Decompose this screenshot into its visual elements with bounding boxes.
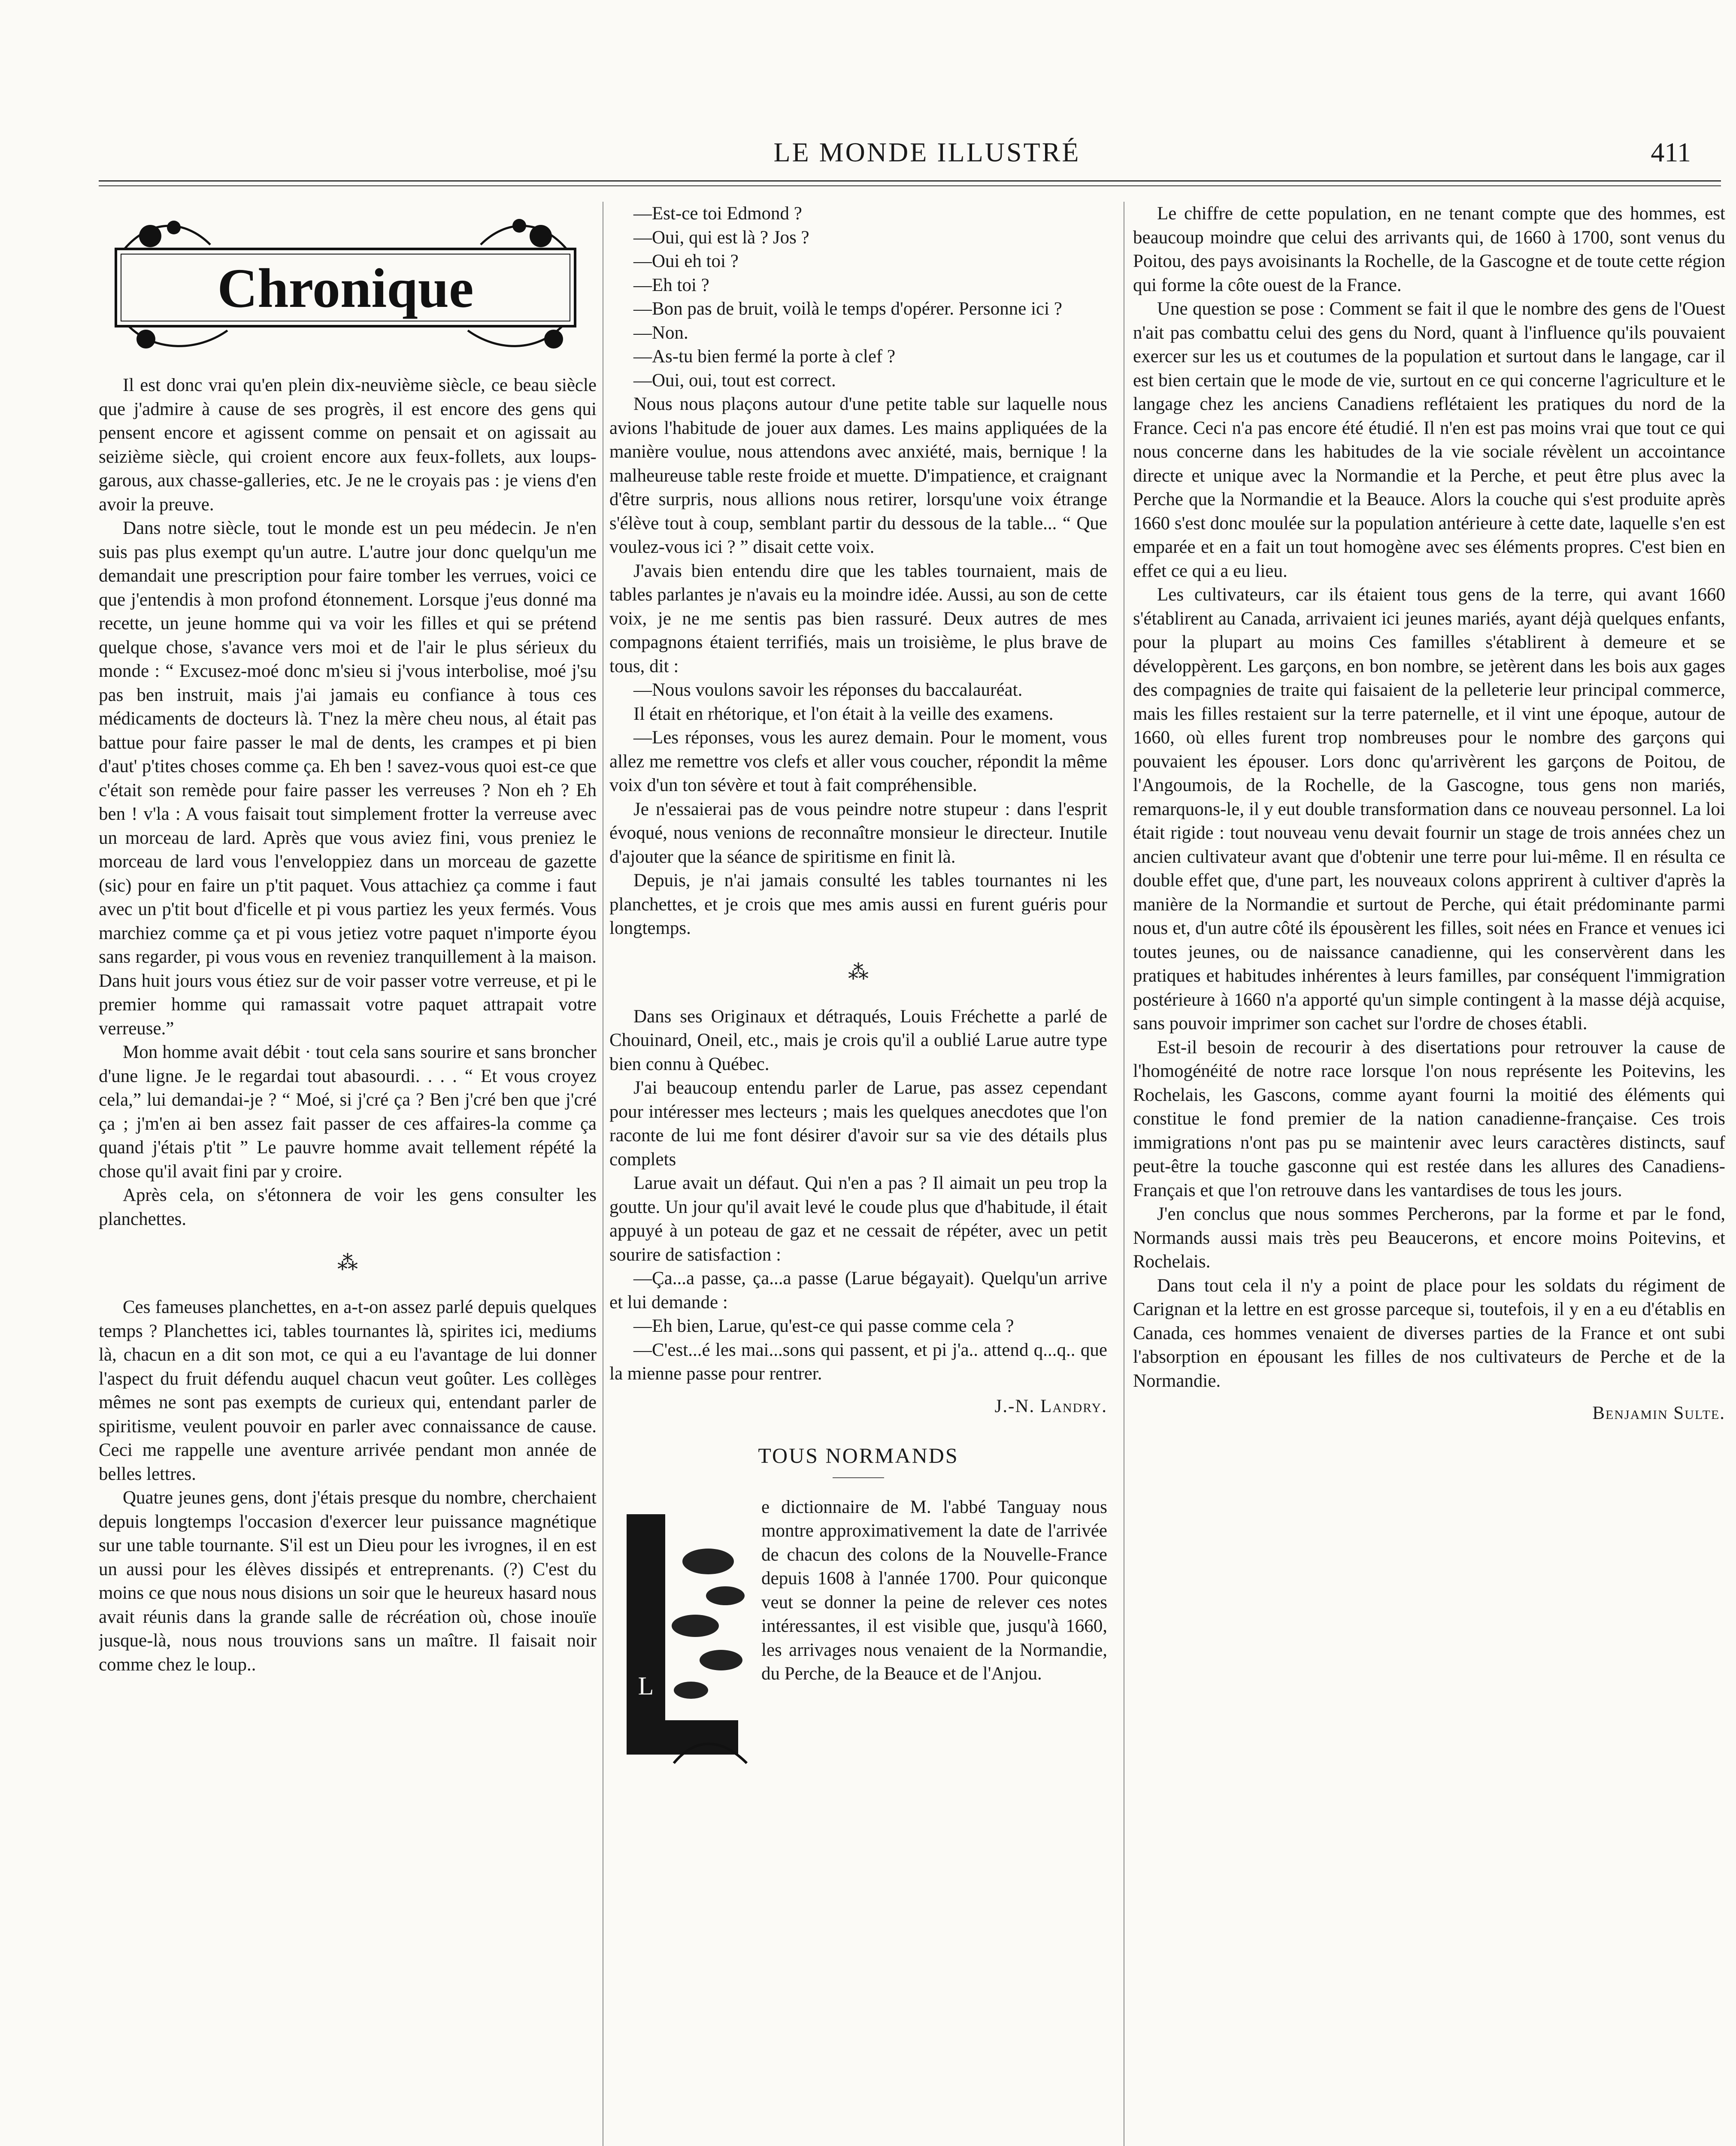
- paragraph: Il était en rhétorique, et l'on était à la veille des examens.: [633, 703, 1054, 724]
- paragraph: Dans ses Originaux et détraqués, Louis Fréchette a parlé de Chouinard, Oneil, etc., mais je crois qu'il a oublié Larue autre type bien connu à Québec.: [609, 1006, 1107, 1074]
- header-rule-thin: [99, 185, 1721, 186]
- column-right: [1133, 202, 1725, 2146]
- dialog-line: —Est-ce toi Edmond ?: [633, 203, 802, 224]
- paragraph: e dictionnaire de M. l'abbé Tanguay nous montre approximativement la date de l'arrivée de chacun des colons de la Nouvelle-France depuis 1608 à l'année 1700. Pour quiconque veut se donner la peine de relever ces notes intéressantes, il est visible que, jusqu'à 1660, les arrivages nous venaient de la Normandie, du Perche, de la Beauce et de l'Anjou.: [761, 1497, 1107, 1684]
- dialog-line: —Oui eh toi ?: [633, 251, 739, 271]
- paragraph: Depuis, je n'ai jamais consulté les tables tournantes ni les planchettes, et je crois que mes amis aussi en furent guéris pour longtemps.: [609, 870, 1107, 938]
- section-title-tous-normands: TOUS NORMANDS: [758, 1443, 959, 1467]
- paragraph: Nous nous plaçons autour d'une petite table sur laquelle nous avions l'habitude de jouer aux dames. Les mains appliquées de la manière voulue, nous attendons avec anxiété, mais, bernique ! la malheureuse table reste froide et muette. D'impatience, et craignant d'être surpris, nous allions nous retirer, lorsqu'une voix étrange s'élève tout à coup, semblant partir du dessous de la table... “ Que voulez-vous ici ? ” disait cette voix.: [609, 394, 1107, 557]
- paragraph: J'en conclus que nous sommes Percherons, par la forme et par le fond, Normands aussi mais très peu Beaucerons, et encore moins Poitevins, et Rochelais.: [1133, 1204, 1725, 1272]
- paragraph: —Ça...a passe, ça...a passe (Larue bégayait). Quelqu'un arrive et lui demande :: [609, 1268, 1107, 1312]
- dialog-line: —Oui, oui, tout est correct.: [633, 370, 836, 391]
- paragraph: Il est donc vrai qu'en plein dix-neuvième siècle, ce beau siècle que j'admire à cause de ses progrès, il est encore des gens qui pensent encore et agissent comme on pensait et on agissait au seizième siècle, qui croient encore aux feux-follets, aux loups-garous, aux chasse-galleries, etc. Je ne le croyais pas : je viens d'en avoir la preuve.: [99, 375, 597, 515]
- paragraph: —Eh bien, Larue, qu'est-ce qui passe comme cela ?: [633, 1316, 1014, 1336]
- signature-landry: J.-N. Landry.: [994, 1396, 1107, 1416]
- dialog-line: —Oui, qui est là ? Jos ?: [633, 227, 809, 248]
- paragraph: Dans notre siècle, tout le monde est un peu médecin. Je n'en suis pas plus exempt qu'un autre. L'autre jour donc quelqu'un me demandait une prescription pour faire tomber les verrues, voici ce que j'entendis à mon profond étonnement. Lorsque j'eus donné ma recette, un jeune homme qui va voir les filles et qui se prétend quelque chose, s'avance vers moi et de l'air le plus sérieux du monde : “ Excusez-moé donc m'sieu si j'vous interbolise, moé j'su pas ben instruit, mais j'ai jamais eu confiance à tous ces médicaments de docteurs là. T'nez la mère cheu nous, al était pas battue pour faire passer le mal de dents, les crampes et pi bien d'aut' p'tites choses comme ça. Eh ben ! savez-vous quoi est-ce que c'était son remède pour faire passer les verreuses ? Non eh ? Eh ben ! v'la : A vous faisait tout simplement frotter la verreuse avec un morceau de lard. Après que vous aviez fini, vous preniez le morceau de lard vous l'enveloppiez dans un morceau de gazette (sic) pour en faire un p'tit paquet. Vous attachiez ça comme i faut avec un p'tit bout d'ficelle et pi vous partiez les yeux fermés. Vous marchiez comme ça et pi vous jetiez votre paquet n'importe éyou sans regarder, pi vous vous en reveniez tranquillement à la maison. Dans huit jours vous étiez sur de voir passer votre verreuse, et pi le premier homme qui ramassait votre paquet attrapait votre verreuse.”: [99, 518, 597, 1039]
- title-rule: [833, 1477, 884, 1478]
- dropcap-illustration: [609, 1497, 751, 1772]
- paragraph: J'ai beaucoup entendu parler de Larue, pas assez cependant pour intéresser mes lecteurs ; mais les quelques anecdotes que l'on raconte de lui me font désirer d'avoir sur sa vie des détails plus complets: [609, 1078, 1107, 1170]
- paragraph: Est-il besoin de recourir à des disertations pour retrouver la cause de l'homogénéité de notre race lorsque l'on nous représente les Poitevins, les Rochelais, les Gascons, comme ayant fourni la moitié des éléments qui constitue le fond premier de la nation canadienne-française. Ces trois immigrations n'ont pas pu se maintenir avec leurs caractères distincts, sauf peut-être la touche gasconne qui est restée dans les allures des Canadiens-Français et que l'on retrouve dans les vantardises de tous les jours.: [1133, 1037, 1725, 1200]
- section-ornament: ⁂: [848, 961, 869, 984]
- dialog-line: —Eh toi ?: [633, 275, 709, 295]
- paragraph: Le chiffre de cette population, en ne tenant compte que des hommes, est beaucoup moindre que celui des arrivants qui, de 1660 à 1700, sont venus du Poitou, des pays avoisinants la Rochelle, de la Gascogne et de toute cette région qui forme la côte ouest de la France.: [1133, 203, 1725, 295]
- header-rule: [99, 180, 1721, 182]
- paragraph: Mon homme avait débit · tout cela sans sourire et sans broncher d'une ligne. Je le regardai tout abasourdi. . . . “ Et vous croyez cela,” lui demandai-je ? “ Moé, si j'cré ça ? Ben j'cré ben que j'cré ça ; j'm'en ai ben assez fait passer de ces affaires-la comme ça quand j'étais p'tit ” Le pauvre homme avait tellement répété la chose qu'il avait fini par y croire.: [99, 1042, 597, 1182]
- svg-text:L: L: [638, 1671, 654, 1700]
- svg-text:Chronique: Chronique: [217, 258, 474, 319]
- section-ornament: ⁂: [337, 1252, 358, 1274]
- paragraph: Après cela, on s'étonnera de voir les gens consulter les planchettes.: [99, 1185, 597, 1229]
- paragraph: —Les réponses, vous les aurez demain. Pour le moment, vous allez me remettre vos clefs et aller vous coucher, répondit la même voix d'un ton sévère et tout à fait compréhensible.: [609, 727, 1107, 795]
- paragraph: Dans tout cela il n'y a point de place pour les soldats du régiment de Carignan et la lettre en est grosse parceque si, toutefois, il y en a eu d'établis en Canada, ces hommes venaient de diverses parties de la France et ont subi l'absorption en épousant les filles de nos cultivateurs de Perche et de la Normandie.: [1133, 1275, 1725, 1391]
- dialog-line: —Bon pas de bruit, voilà le temps d'opérer. Personne ici ?: [633, 299, 1062, 319]
- paragraph: Je n'essaierai pas de vous peindre notre stupeur : dans l'esprit évoqué, nous venions de reconnaître monsieur le directeur. Inutile d'ajouter que la séance de spiritisme en finit là.: [609, 799, 1107, 867]
- paragraph: Les cultivateurs, car ils étaient tous gens de la terre, qui avant 1660 s'établirent au Canada, arrivaient ici jeunes mariés, ayant déjà quelques enfants, pour la plupart au moins Ces familles s'établirent à demeure et se développèrent. Les garçons, en bon nombre, se jetèrent dans les bois aux gages des compagnies de traite qui faisaient de la pelleterie leur principal commerce, mais les filles restaient sur la terre paternelle, et il vint une époque, autour de 1660, où elles furent trop nombreuses pour le nombre des garçons qui pouvaient les épouser. Lors donc qu'arrivèrent les garçons de Poitou, de l'Angoumois, de la Rochelle, de la Gascogne, tous gens non mariés, remarquons-le, il y eut double transformation dans ce nouveau personnel. La loi était rigide : tout nouveau venu devait fournir un stage de trois années chez un ancien cultivateur avant que d'obtenir une terre pour lui-même. Il en résulta ce double effet que, d'une part, les nouveaux colons apprirent à cultiver d'après la manière de la Normandie et surtout de Perche, qui était prédominante parmi nous et, d'un autre côté ils épousèrent les filles, soit nées en France et venues ici toutes jeunes, ou de naissance canadienne, qui les conservèrent dans les pratiques et habitudes inhérentes à leurs familles, par conséquent l'immigration postérieure à 1660 n'a apporté qu'un simple contingent à la masse déjà acquise, sans pouvoir imprimer son cachet sur l'ordre de choses établi.: [1133, 585, 1725, 1034]
- paragraph: J'avais bien entendu dire que les tables tournaient, mais de tables parlantes je n'avais eu la moindre idée. Aussi, au son de cette voix, je ne me sentis pas bien rassuré. Deux autres de mes compagnons étaient terrifiés, mais un troisième, le plus brave de tous, dit :: [609, 561, 1107, 676]
- paragraph: Une question se pose : Comment se fait il que le nombre des gens de l'Ouest n'ait pas combattu celui des gens du Nord, quant à l'influence qu'ils pouvaient exercer sur les us et coutumes de la population et surtout dans le langage, car il est bien certain que le mode de vie, surtout en ce qui concerne l'agriculture et le langage chez les anciens Canadiens reflétaient les pratiques du nord de la France. Ceci n'a pas encore été étudié. Il n'en est pas moins vrai que tout ce qui nous concerne dans les habitudes de la vie sociale révèlent un accointance directe et unique avec la Normandie et la Perche, et peut être plus avec la Perche que la Normandie et la Beauce. Alors la couche qui s'est produite après 1660 s'est donc moulée sur la population antérieure à cette date, laquelle s'en est emparée et en a fait un tout homogène avec ses éléments propres. C'est bien en effet ce qui a eu lieu.: [1133, 299, 1725, 581]
- column-middle: [609, 202, 1107, 2146]
- signature-sulte: Benjamin Sulte.: [1592, 1403, 1725, 1423]
- running-title: LE MONDE ILLUSTRÉ: [773, 137, 1081, 167]
- paragraph: Quatre jeunes gens, dont j'étais presque du nombre, cherchaient depuis longtemps l'occasion d'exercer leur puissance magnétique sur une table tournante. S'il est un Dieu pour les ivrognes, il en est un aussi pour les élèves dissipés et entreprenants. (?) C'est du moins ce que nous nous disions un soir que le heureux hasard nous avait réunis dans la grande salle de récréation où, chose inouïe jusque-là, nous nous trouvions sans un maître. Il faisait noir comme chez le loup..: [99, 1488, 597, 1675]
- chronique-heading-logo: [99, 210, 592, 356]
- dialog-line: —Non.: [633, 322, 688, 343]
- dialog-line: —As-tu bien fermé la porte à clef ?: [633, 346, 896, 367]
- paragraph: —Nous voulons savoir les réponses du baccalauréat.: [633, 680, 1023, 700]
- column-chronique: [99, 202, 597, 2146]
- paragraph: —C'est...é les mai...sons qui passent, et pi j'a.. attend q...q.. que la mienne passe pour rentrer.: [609, 1340, 1107, 1384]
- paragraph: Larue avait un défaut. Qui n'en a pas ? Il aimait un peu trop la goutte. Un jour qu'il avait levé le coude plus que d'habitude, il était appuyé à un poteau de gaz et ne cessait de répéter, avec un petit sourire de satisfaction :: [609, 1173, 1107, 1265]
- paragraph: Ces fameuses planchettes, en a-t-on assez parlé depuis quelques temps ? Planchettes ici, tables tournantes là, spirites ici, mediums là, chacun en a dit son mot, ce qui a eu l'avantage de lui donner l'aspect du fruit défendu auquel chacun veut goûter. Les collèges mêmes ne sont pas exempts de curieux qui, entendant parler de spiritisme, veulent pouvoir en parler avec connaissance de cause. Ceci me rappelle une aventure arrivée pendant mon année de belles lettres.: [99, 1297, 597, 1484]
- page-number: 411: [1651, 137, 1691, 167]
